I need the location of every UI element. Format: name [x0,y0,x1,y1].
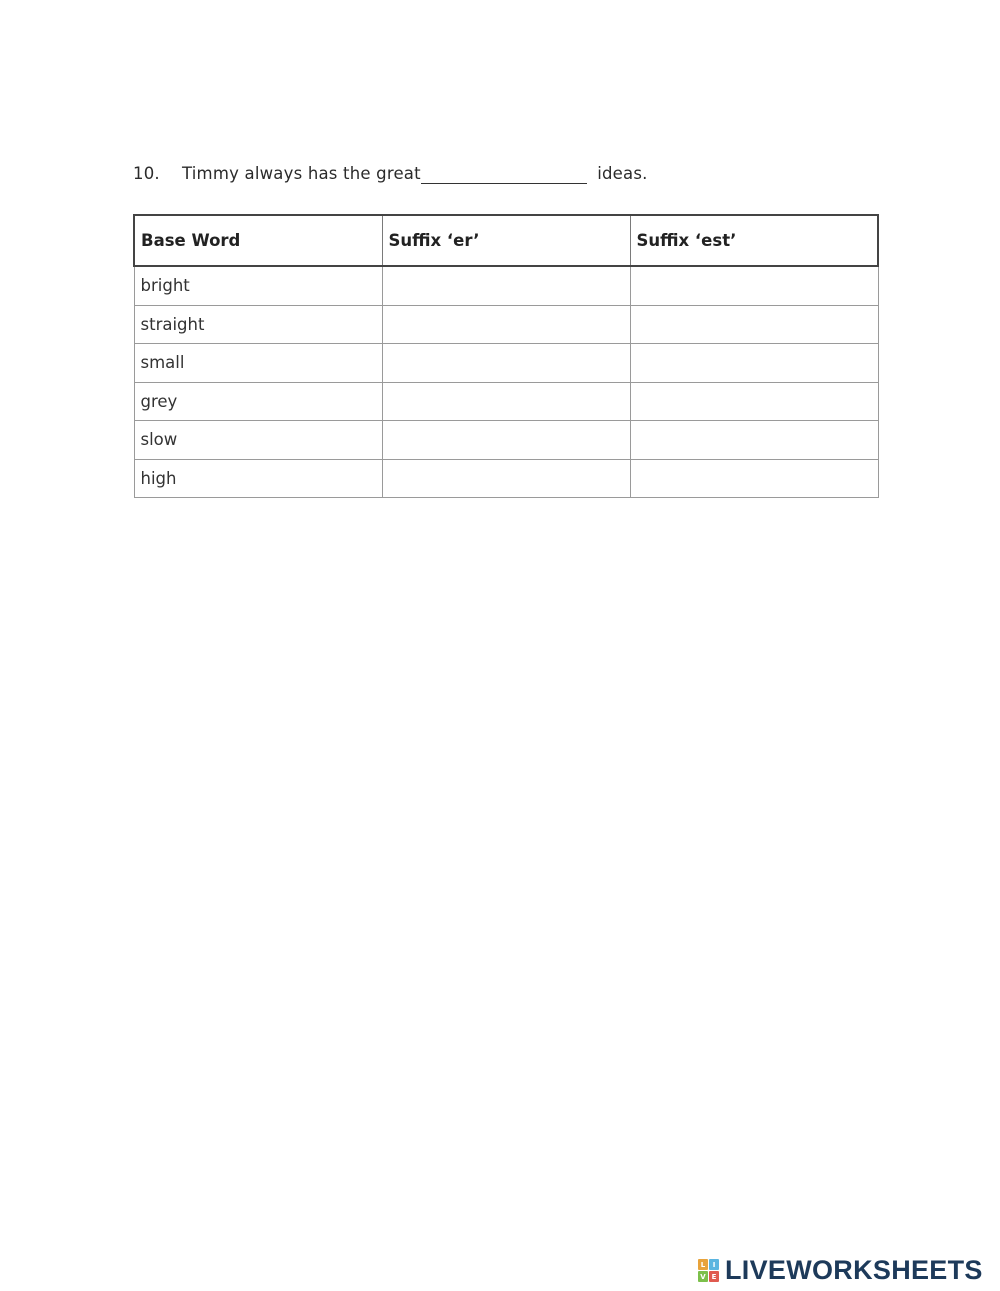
base-word-cell: high [134,459,382,498]
suffix-er-input[interactable] [383,344,630,382]
base-word-cell: small [134,344,382,383]
header-base-word: Base Word [134,215,382,266]
question-text-before: Timmy always has the great [182,164,421,183]
header-suffix-er: Suffix ‘er’ [382,215,630,266]
suffix-est-input[interactable] [631,421,878,459]
question-10 [133,164,648,184]
base-word-cell: bright [134,266,382,305]
logo-mark-e: E [709,1271,719,1282]
suffix-est-input[interactable] [631,460,878,498]
header-suffix-est: Suffix ‘est’ [630,215,878,266]
logo-mark-i: I [709,1259,719,1270]
suffix-est-cell [630,305,878,344]
table-row [134,382,878,421]
suffix-est-input[interactable] [631,306,878,344]
suffix-er-input[interactable] [383,383,630,421]
table-row [134,421,878,460]
suffix-er-input[interactable] [383,306,630,344]
suffix-table [133,214,879,498]
suffix-est-input[interactable] [631,267,878,305]
suffix-er-input[interactable] [383,421,630,459]
question-text-after: ideas. [591,164,648,183]
table-header-row [134,215,878,266]
logo-mark-l: L [698,1259,708,1270]
liveworksheets-logo [698,1257,983,1284]
suffix-er-cell [382,344,630,383]
table-row [134,344,878,383]
logo-text: LIVEWORKSHEETS [725,1255,983,1285]
logo-mark-v: V [698,1271,708,1282]
table-row [134,305,878,344]
suffix-er-cell [382,421,630,460]
suffix-est-cell [630,382,878,421]
suffix-er-cell [382,382,630,421]
answer-blank-input[interactable] [421,165,587,184]
base-word-cell: slow [134,421,382,460]
table-row [134,266,878,305]
suffix-est-input[interactable] [631,383,878,421]
suffix-er-input[interactable] [383,460,630,498]
suffix-est-cell [630,421,878,460]
table-row [134,459,878,498]
suffix-er-cell [382,266,630,305]
question-number: 10. [133,164,160,183]
suffix-est-input[interactable] [631,344,878,382]
suffix-er-cell [382,459,630,498]
suffix-est-cell [630,266,878,305]
liveworksheets-logo-icon [698,1259,719,1282]
suffix-er-input[interactable] [383,267,630,305]
suffix-er-cell [382,305,630,344]
base-word-cell: grey [134,382,382,421]
suffix-est-cell [630,344,878,383]
base-word-cell: straight [134,305,382,344]
suffix-est-cell [630,459,878,498]
